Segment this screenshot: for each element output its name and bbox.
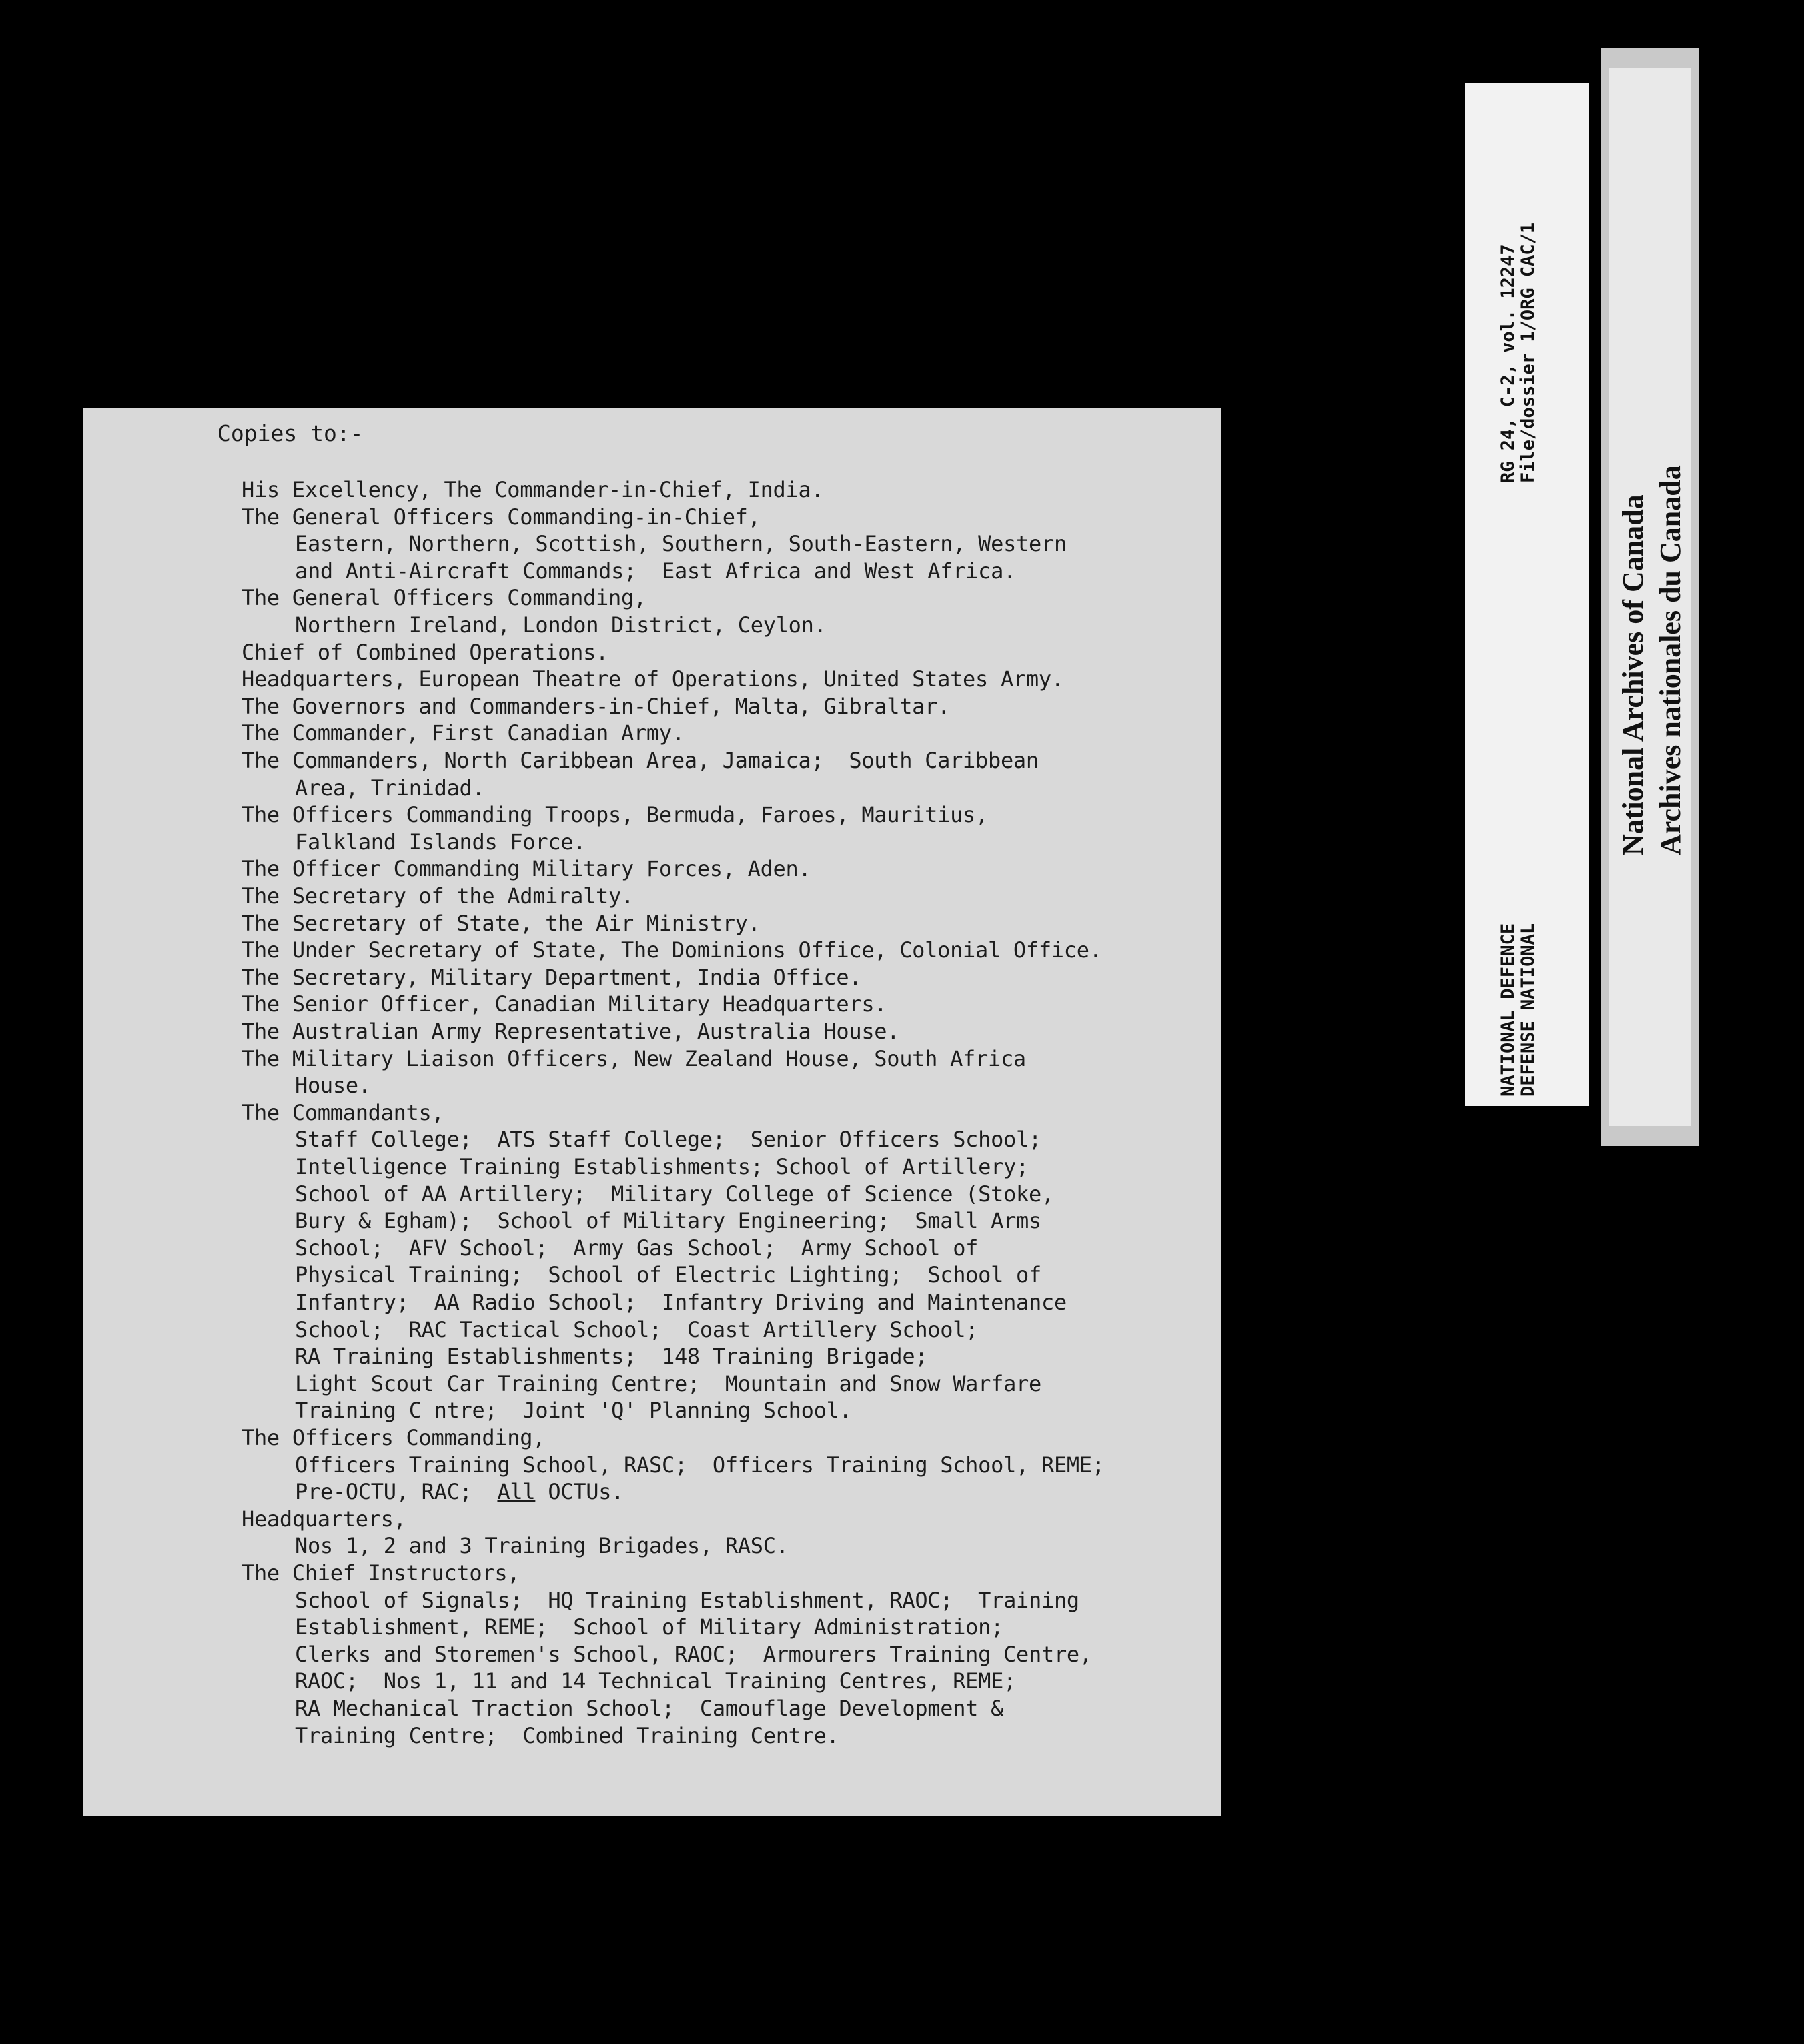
distribution-line-text: and Anti-Aircraft Commands; East Africa and West Africa. (295, 558, 1017, 584)
distribution-line (242, 1506, 406, 1532)
distribution-line-text: The Commandants, (242, 1099, 444, 1125)
distribution-line-text: The Secretary of the Admiralty. (242, 883, 634, 909)
distribution-line (242, 584, 646, 611)
distribution-line-text: School; RAC Tactical School; Coast Artillery School; (295, 1316, 979, 1342)
distribution-line (295, 1370, 1041, 1397)
distribution-line (242, 1424, 545, 1451)
distribution-line-text: Clerks and Storemen's School, RAOC; Armourers Training Centre, (295, 1641, 1092, 1667)
distribution-line (242, 855, 811, 882)
distribution-line (295, 1587, 1079, 1614)
distribution-line-text: The Officers Commanding Troops, Bermuda, Faroes, Mauritius, (242, 802, 988, 828)
distribution-line (295, 1641, 1092, 1668)
distribution-line-text: The Chief Instructors, (242, 1560, 520, 1586)
distribution-line-text: Physical Training; School of Electric Lighting; School of (295, 1262, 1041, 1288)
distribution-line-text: Establishment, REME; School of Military Administration; (295, 1614, 1004, 1640)
distribution-line (295, 1153, 1029, 1180)
distribution-line (295, 1207, 1041, 1234)
distribution-line (242, 1045, 1026, 1072)
distribution-line-text: Headquarters, European Theatre of Operations, United States Army. (242, 666, 1064, 692)
archive-name-strip (1601, 48, 1699, 1146)
distribution-line-text: The Secretary, Military Department, India Office. (242, 964, 862, 990)
distribution-line (242, 747, 1039, 774)
distribution-line-text: Officers Training School, RASC; Officers Training School, REME; (295, 1452, 1105, 1478)
distribution-line (295, 1126, 1041, 1153)
distribution-line (242, 476, 823, 503)
reference-line-1: RG 24, C-2, vol. 12247 (1498, 244, 1518, 483)
copies-to-heading: Copies to:- (217, 420, 364, 446)
distribution-line-text: RA Training Establishments; 148 Training Brigade; (295, 1344, 928, 1370)
distribution-line-text: The Military Liaison Officers, New Zealand House, South Africa (242, 1045, 1026, 1071)
distribution-line (295, 1343, 927, 1370)
distribution-line-text: Headquarters, (242, 1506, 406, 1532)
distribution-line (242, 964, 861, 991)
distribution-line-text: RAOC; Nos 1, 11 and 14 Technical Training Centres, REME; (295, 1668, 1017, 1694)
distribution-line-text: Intelligence Training Establishments; School of Artillery; (295, 1154, 1029, 1179)
distribution-line-text: The Secretary of State, the Air Ministry. (242, 910, 761, 936)
distribution-line (295, 1478, 624, 1505)
distribution-line-text: Training C ntre; Joint 'Q' Planning School. (295, 1398, 852, 1424)
distribution-line (242, 666, 1064, 692)
distribution-line (295, 1261, 1041, 1288)
distribution-line (295, 1668, 1016, 1694)
distribution-line (295, 558, 1016, 584)
distribution-line (295, 1235, 978, 1261)
distribution-line (295, 1316, 978, 1343)
distribution-line (242, 937, 1102, 963)
distribution-line (242, 1099, 444, 1126)
distribution-line (242, 910, 761, 937)
archive-name-french: Archives nationales du Canada (1654, 465, 1687, 855)
distribution-line-text: Infantry; AA Radio School; Infantry Driving and Maintenance (295, 1290, 1067, 1315)
reference-line-2: File/dossier 1/ORG CAC/1 (1518, 222, 1538, 483)
distribution-line (242, 1018, 899, 1045)
distribution-line (295, 1532, 789, 1559)
distribution-line-text: Training Centre; Combined Training Centre. (295, 1722, 839, 1748)
distribution-line (242, 639, 608, 666)
distribution-line (295, 1722, 839, 1749)
distribution-line (295, 612, 827, 638)
distribution-line-text: The General Officers Commanding, (242, 585, 646, 611)
distribution-line (295, 1072, 371, 1099)
distribution-line (242, 801, 988, 828)
distribution-line-text: School of AA Artillery; Military College of Science (Stoke, (295, 1181, 1054, 1207)
distribution-line (295, 1614, 1003, 1640)
distribution-line-text: House. (295, 1073, 371, 1099)
distribution-line-text: The Senior Officer, Canadian Military Headquarters. (242, 991, 887, 1017)
distribution-line-text: Northern Ireland, London District, Ceylon. (295, 612, 827, 638)
distribution-line (242, 693, 950, 720)
distribution-line-text: Light Scout Car Training Centre; Mountain and Snow Warfare (295, 1370, 1041, 1396)
distribution-line-text: Chief of Combined Operations. (242, 639, 609, 665)
distribution-line (242, 504, 761, 530)
distribution-line (242, 1560, 520, 1586)
distribution-line-text: The Australian Army Representative, Australia House. (242, 1019, 900, 1044)
document-page (83, 408, 1221, 1816)
department-line-1: NATIONAL DEFENCE (1498, 923, 1518, 1097)
department-line-2: DEFENSE NATIONAL (1518, 923, 1538, 1097)
distribution-line (242, 720, 685, 746)
distribution-line-text: The Under Secretary of State, The Dominions Office, Colonial Office. (242, 937, 1102, 963)
distribution-line-underlined: All (497, 1479, 536, 1505)
distribution-line (295, 775, 485, 801)
distribution-line-text: Area, Trinidad. (295, 775, 485, 801)
distribution-line-text: Nos 1, 2 and 3 Training Brigades, RASC. (295, 1533, 789, 1559)
distribution-line-text: Falkland Islands Force. (295, 829, 586, 855)
distribution-line-text: The Governors and Commanders-in-Chief, Malta, Gibraltar. (242, 693, 951, 719)
distribution-line-text: Staff College; ATS Staff College; Senior Officers School; (295, 1127, 1041, 1153)
distribution-line (295, 1289, 1067, 1316)
distribution-line (295, 1695, 1003, 1722)
distribution-line-text: His Excellency, The Commander-in-Chief, India. (242, 477, 824, 502)
archive-name-panel (1609, 68, 1691, 1126)
distribution-line (295, 829, 586, 855)
distribution-line (295, 530, 1067, 557)
distribution-line (295, 1452, 1105, 1478)
distribution-line (242, 883, 634, 909)
distribution-line-text: The Commander, First Canadian Army. (242, 720, 685, 746)
distribution-line-text: Bury & Egham); School of Military Engineering; Small Arms (295, 1208, 1041, 1234)
distribution-line-after: OCTUs. (535, 1479, 624, 1505)
distribution-line-text: School; AFV School; Army Gas School; Army School of (295, 1235, 979, 1261)
distribution-line-text: School of Signals; HQ Training Establishment, RAOC; Training (295, 1587, 1079, 1613)
archive-reference-strip (1465, 83, 1589, 1106)
distribution-line-text: The Commanders, North Caribbean Area, Jamaica; South Caribbean (242, 748, 1039, 773)
distribution-line (295, 1397, 852, 1424)
distribution-line-text: RA Mechanical Traction School; Camouflage Development & (295, 1696, 1004, 1721)
distribution-line (295, 1181, 1054, 1207)
distribution-line (242, 991, 887, 1017)
distribution-line-text: The General Officers Commanding-in-Chief, (242, 504, 761, 530)
distribution-line-text: The Officers Commanding, (242, 1425, 546, 1450)
distribution-line-text: Eastern, Northern, Scottish, Southern, South-Eastern, Western (295, 531, 1067, 557)
archive-name-english: National Archives of Canada (1617, 494, 1649, 855)
distribution-line-text: The Officer Commanding Military Forces, Aden. (242, 856, 811, 882)
distribution-line-text: Pre-OCTU, RAC; (295, 1479, 498, 1505)
